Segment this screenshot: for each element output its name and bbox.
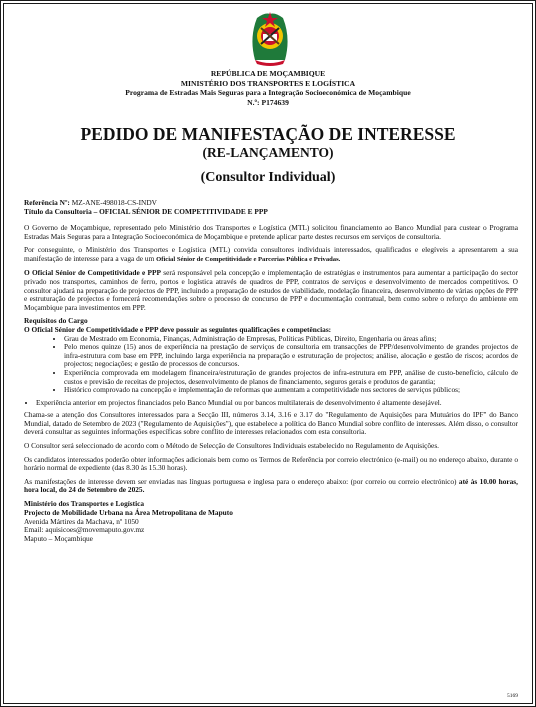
contact-block xyxy=(24,500,518,544)
consultancy-title-label: Título da Consultoria – xyxy=(24,207,98,216)
role-description: será responsável pela concepção e implementação de estratégias e instrumentos para aumentar a participação do sector privado nos transportes, caminhos de ferro, portos e logística através de quadros de PPP, contratos de serviços e desenvolvimento de mercados competitivos. O consultor ajudará na preparação de projectos de PPP, incluindo a preparação de estudos de viabilidade, modelação financeira, desenvolvimento de várias opções de PPP e estruturação de projectos e fornecerá recomendações sobre o processo de concurso de PPP e documentação contratual, bem como sobre o reforço do ambiente em Moçambique para investimentos em PPP. xyxy=(24,268,518,312)
paragraph-invitation xyxy=(24,246,518,264)
role-name: O Oficial Sénior de Competitividade e PPP xyxy=(24,268,161,278)
submission-text: As manifestações de interesse devem ser enviadas nas línguas portuguesa e inglesa para o endereço abaixo: (por correio ou correio electrónico) xyxy=(24,476,457,486)
contact-project: Projecto de Mobilidade Urbana na Área Metropolitana de Maputo xyxy=(24,507,233,517)
ad-body xyxy=(24,198,518,544)
republic-name: REPÚBLICA DE MOÇAMBIQUE xyxy=(210,69,326,78)
reference-label: Referência Nº: xyxy=(24,198,70,207)
requirements-heading: Requisitos do Cargo xyxy=(24,316,88,326)
contact-email[interactable]: Email: aquisicoes@movemaputo.gov.mz xyxy=(24,525,145,535)
reference-block xyxy=(24,198,518,216)
title-block xyxy=(4,124,532,188)
list-item: • Grau de Mestrado em Economia, Finanças, Administração de Empresas, Políticas Públicas, Direito, Engenharia ou áreas afins; xyxy=(64,335,518,344)
list-item: • Experiência anterior em projectos financiados pelo Banco Mundial ou por bancos multilaterais de desenvolvimento é altamente desejável. xyxy=(36,399,518,408)
paragraph-role xyxy=(24,269,518,312)
paragraph-selection: O Consultor será seleccionado de acordo com o Método de Selecção de Consultores Individuais estabelecido no Regulamento de Aquisições. xyxy=(24,441,440,451)
contact-org: Ministério dos Transportes e Logística xyxy=(24,499,145,509)
coat-of-arms-emblem xyxy=(245,8,295,68)
contact-address: Avenida Mártires da Machava, nº 1050 xyxy=(24,516,139,526)
list-item: • Pelo menos quinze (15) anos de experiência na prestação de serviços de consultoria em transacções de PPP/desenvolvimento de grandes projectos de infra-estrutura com base em PPP, incluindo larga experiência na preparação e estruturação de projectos; análise, alocação e gestão de riscos; acordos de projectos; negociações; e gestão de processos de concursos. xyxy=(64,343,518,369)
additional-requirement xyxy=(24,399,518,408)
page-title: PEDIDO DE MANIFESTAÇÃO DE INTERESSE xyxy=(80,124,456,144)
requirements-list xyxy=(24,335,518,395)
program-name: Programa de Estradas Mais Seguras para a Integração Socioeconómica de Moçambique xyxy=(125,88,411,98)
footer-number: 5169 xyxy=(507,693,518,699)
reference-value: MZ-ANE-498018-CS-INDV xyxy=(71,198,157,207)
paragraph-conflict: Chama-se a atenção dos Consultores interessados para a Secção III, números 3.14, 3.16 e 3.17 do "Regulamento de Aquisições para Mutuários do IPF" do Banco Mundial, datado de Setembro de 2023 ("Regulamento de Aquisições"), que estabelece a política do Banco Mundial sobre conflito de interesses. Além disso, o consultor deverá consultar as seguintes informações específicas sobre conflito de interesses relacionados com esta consultoria. xyxy=(24,410,518,437)
ministry-header xyxy=(4,69,532,107)
invitation-position: Oficial Sénior de Competitividade e Parcerias Pública e Privadas. xyxy=(156,255,341,263)
program-number: N.º: P174639 xyxy=(247,97,289,107)
paragraph-information: Os candidatos interessados poderão obter informações adicionais bem como os Termos de Referência por correio electrónico (e-mail) ou no endereço abaixo, durante o horário normal de expediente (das 8.30 às 15.30 horas). xyxy=(24,454,518,473)
paragraph-submission xyxy=(24,478,518,495)
submission-deadline: até às 10.00 horas, hora local, do 24 de Setembro de 2025. xyxy=(24,476,518,495)
invitation-text: Por conseguinte, o Ministério dos Transportes e Logística (MTL) convida consultores individuais interessados, qualificados e elegíveis a apresentarem a sua manifestação de interesse para a vaga de um xyxy=(24,245,518,263)
contact-city: Maputo – Moçambique xyxy=(24,534,93,544)
consultancy-title-value: OFICIAL SÉNIOR DE COMPETITIVIDADE E PPP xyxy=(99,207,268,216)
page xyxy=(4,4,532,703)
consultant-type: (Consultor Individual) xyxy=(200,170,336,185)
list-item: • Histórico comprovado na concepção e implementação de reformas que aumentam a competitividade nos sectores de serviços públicos; xyxy=(64,386,518,395)
subtitle: (RE-LANÇAMENTO) xyxy=(202,145,334,160)
paragraph-intro: O Governo de Moçambique, representado pelo Ministério dos Transportes e Logística (MTL) solicitou financiamento ao Banco Mundial para custear o Programa Estradas Mais Seguras para a Integração Socioeconómica de Moçambique e pretende aplicar parte destes recursos em serviços de consultoria. xyxy=(24,223,518,241)
list-item: • Experiência comprovada em modelagem financeira/estruturação de grandes projectos de infra-estrutura em PPP, análise de custo-benefício, cálculo de custos e previsão de receitas de projectos, desenvolvimento de planos de financiamento, seguros gerais e produtos de garantia; xyxy=(64,369,518,386)
ministry-name: MINISTÉRIO DOS TRANSPORTES E LOGÍSTICA xyxy=(180,78,356,88)
requirements-intro: O Oficial Sénior de Competitividade e PPP deve possuir as seguintes qualificações e competências: xyxy=(24,324,332,334)
